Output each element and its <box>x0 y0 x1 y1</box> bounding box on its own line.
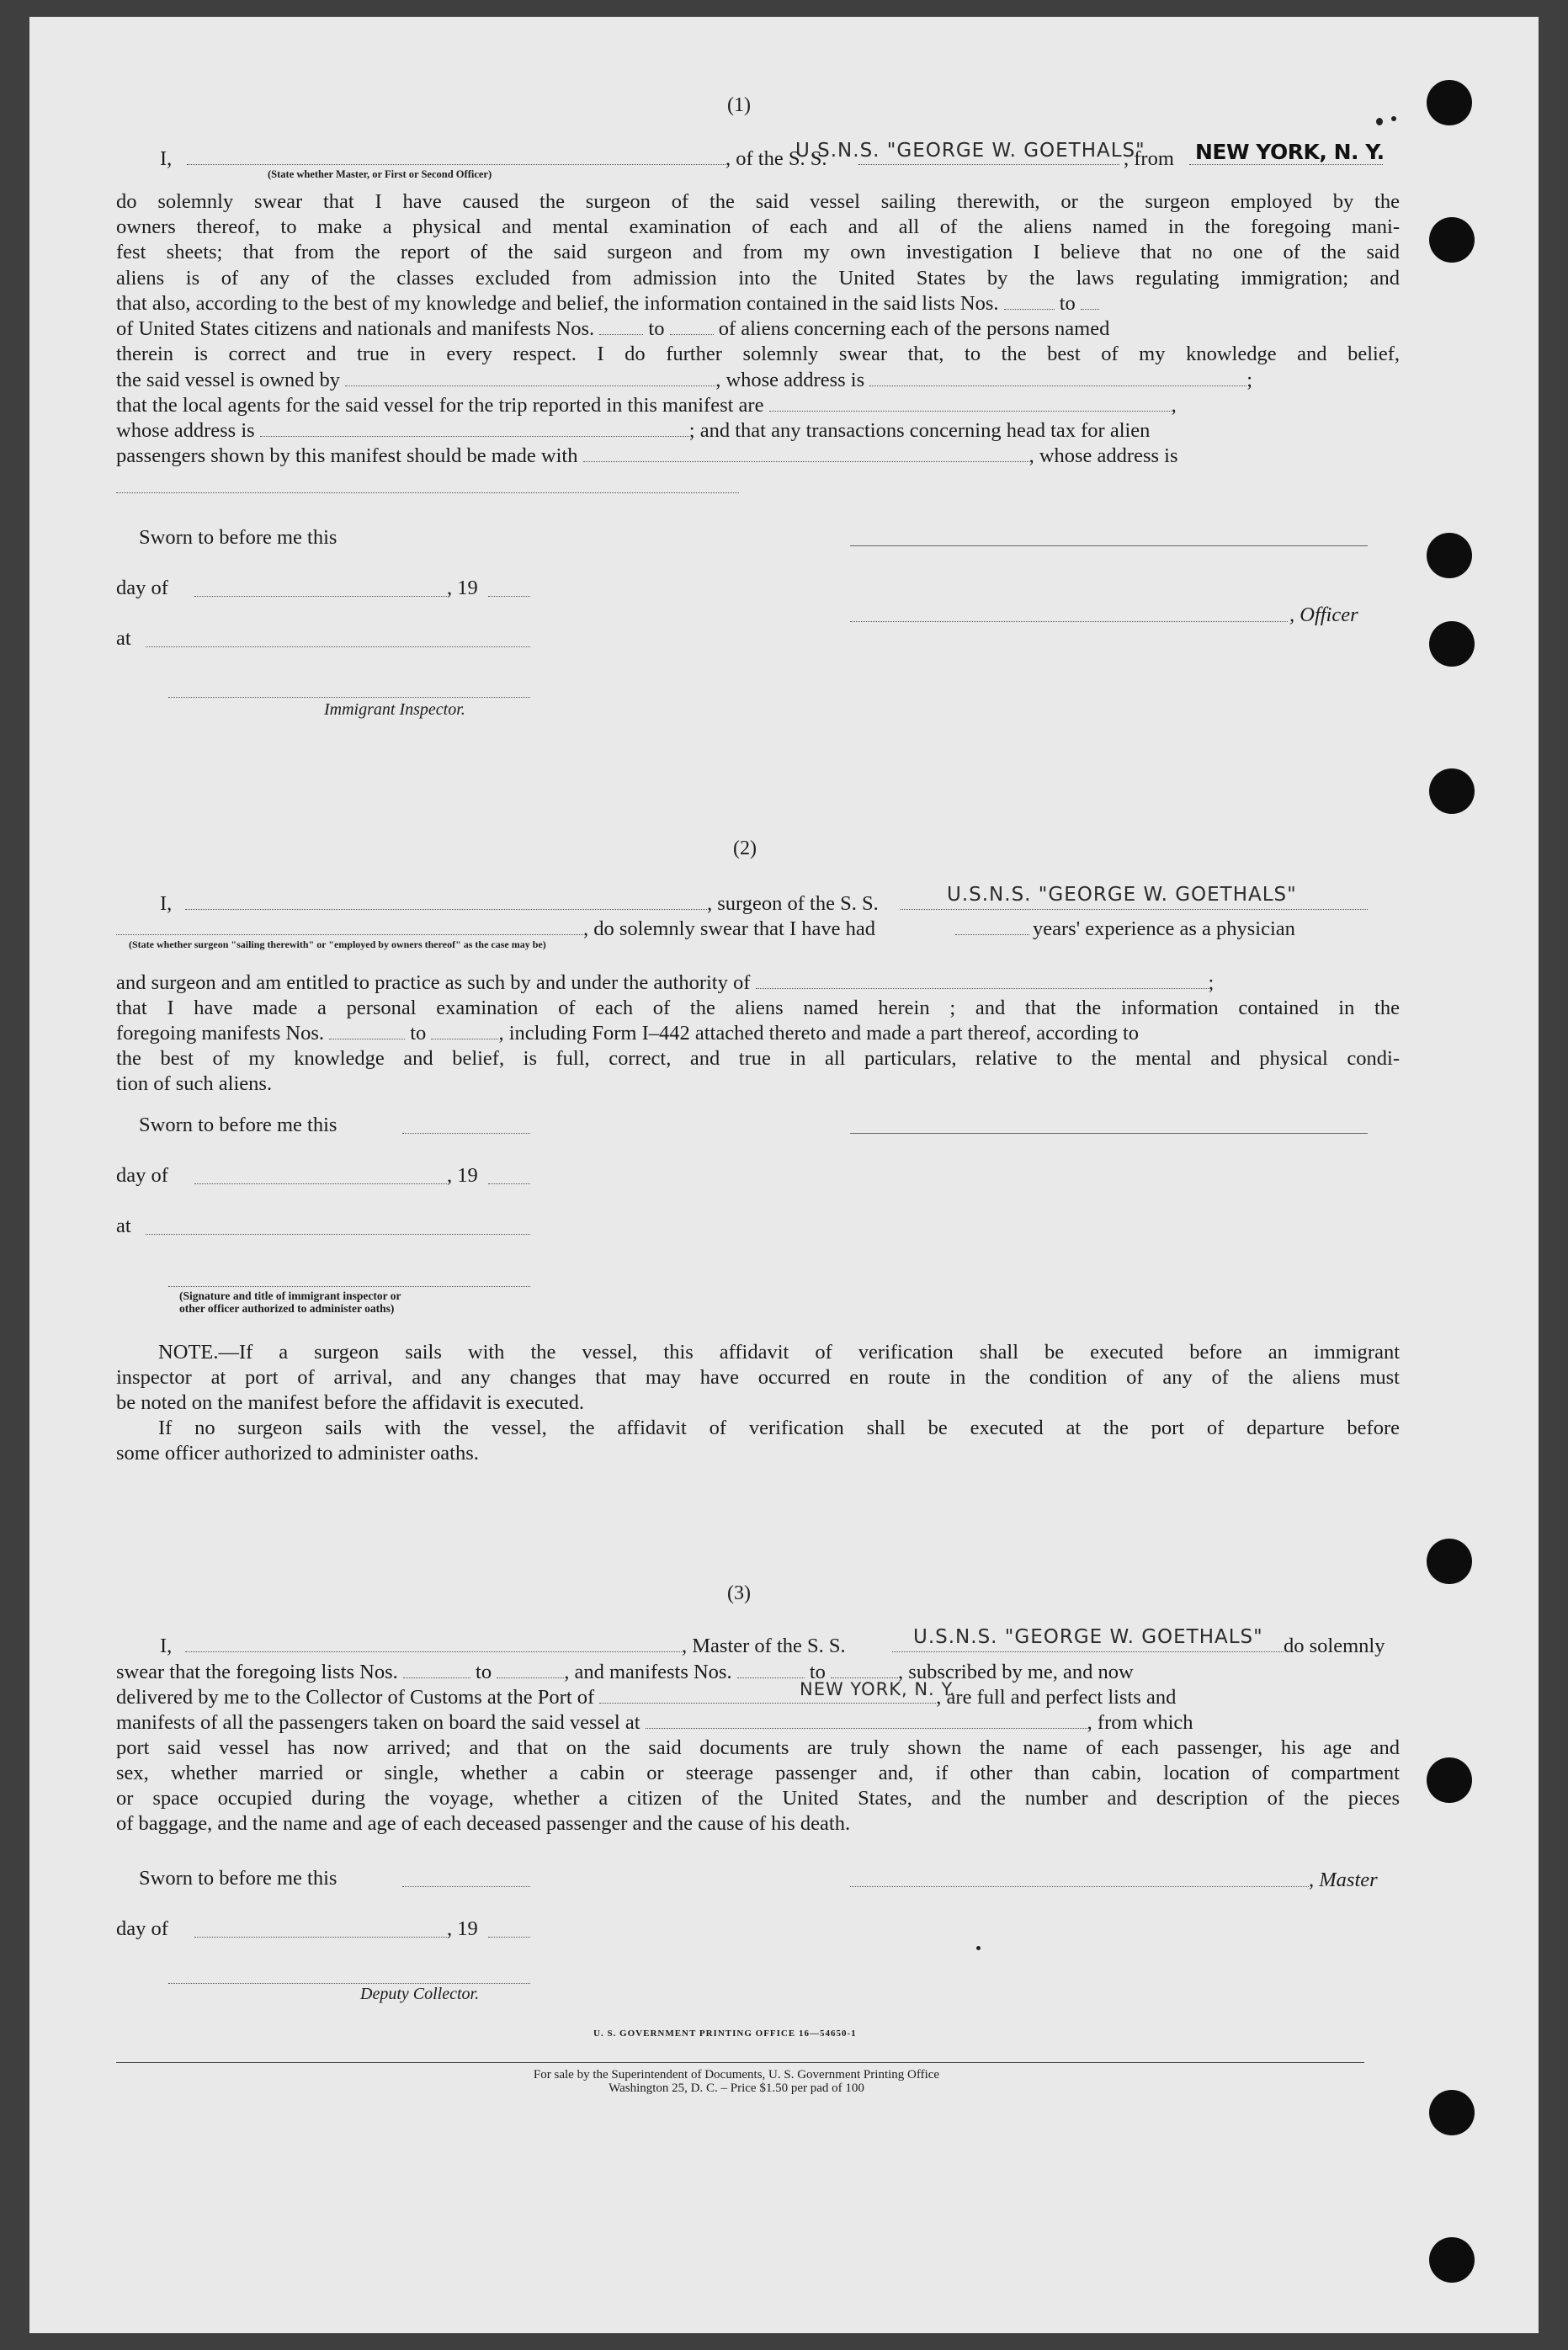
binder-hole <box>1427 80 1472 125</box>
s1-lists-to: to <box>1059 292 1076 315</box>
s3-lists-to-blank[interactable] <box>497 1662 564 1678</box>
s2-authority-text: and surgeon and am entitled to practice as such by and under the authority of <box>116 971 751 994</box>
s3-day-of-label: day of <box>116 1917 168 1940</box>
s1-inspector-label: Immigrant Inspector. <box>324 700 465 719</box>
s2-body-line: that I have made a personal examination of each of the aliens named herein ; and that the information contained in the <box>116 997 1400 1019</box>
s1-owner-address-blank[interactable] <box>869 370 1246 386</box>
s1-day-blank[interactable] <box>194 596 447 597</box>
s1-agents-address-text: whose address is <box>116 419 255 442</box>
s1-head-tax-text: ; and that any transactions concerning head tax for alien <box>688 419 1151 442</box>
s1-manifests-to: to <box>648 317 665 340</box>
s2-body-line: the best of my knowledge and belief, is full, correct, and true in all particulars, relative to the mental and physical condi- <box>116 1047 1400 1070</box>
s2-day-of-label: day of <box>116 1164 168 1187</box>
s3-manifests-text: , and manifests Nos. <box>564 1661 732 1683</box>
section-3-number: (3) <box>727 1582 751 1604</box>
s3-lists-to: to <box>476 1661 492 1683</box>
s1-transactions-blank[interactable] <box>583 446 1029 462</box>
s2-physician-label: years' experience as a physician <box>1033 917 1295 940</box>
s3-boarded-blank[interactable] <box>646 1713 1087 1729</box>
s1-signature-line[interactable] <box>850 545 1368 546</box>
s2-manifests-to: to <box>410 1022 427 1045</box>
s2-at-label: at <box>116 1215 131 1237</box>
s3-collector-label: Deputy Collector. <box>360 1985 480 2003</box>
binder-hole <box>1427 1539 1472 1584</box>
s1-body-line: aliens is of any of the classes excluded from admission into the United States by the laws regulating immigration; and <box>116 267 1400 290</box>
binder-hole <box>1429 621 1475 667</box>
s2-sworn-blank[interactable] <box>402 1133 530 1134</box>
s1-agents-address-line <box>116 418 1400 444</box>
s1-lists-to-blank[interactable] <box>1081 294 1099 310</box>
s3-lists-from-blank[interactable] <box>403 1662 470 1678</box>
binder-hole <box>1427 533 1472 578</box>
s2-authority-blank[interactable] <box>756 973 1209 989</box>
s1-owner-text: the said vessel is owned by <box>116 369 341 391</box>
sale-notice-line-2: Washington 25, D. C. – Price $1.50 per pad of 100 <box>609 2082 864 2095</box>
s3-full-text: , are full and perfect lists and <box>936 1686 1177 1709</box>
s3-manifests-from-blank[interactable] <box>737 1662 805 1678</box>
s1-at-blank[interactable] <box>146 646 530 647</box>
s2-years-blank[interactable] <box>955 934 1029 935</box>
s3-year-blank[interactable] <box>488 1937 530 1938</box>
s2-at-blank[interactable] <box>146 1234 530 1235</box>
sale-notice-line-1: For sale by the Superintendent of Documents, U. S. Government Printing Office <box>533 2068 940 2082</box>
binder-hole <box>1429 2090 1475 2135</box>
s2-sworn-label: Sworn to before me this <box>139 1114 338 1136</box>
s3-collector-signature-blank[interactable] <box>168 1983 530 1984</box>
s1-agents-text: that the local agents for the said vessel for the trip reported in this manifest are <box>116 394 764 417</box>
s1-lists-from-blank[interactable] <box>1004 294 1055 310</box>
s3-port-line <box>116 1685 1400 1710</box>
s1-body-line: owners thereof, to make a physical and mental examination of each and all of the aliens named in the foregoing mani- <box>116 215 1400 238</box>
s1-lists-line <box>116 291 1400 316</box>
s1-inspector-signature-blank[interactable] <box>168 697 530 698</box>
s3-manifests-to-blank[interactable] <box>831 1662 898 1678</box>
s2-body-line: tion of such aliens. <box>116 1072 273 1095</box>
s1-port-stamp: NEW YORK, N. Y. <box>1195 140 1385 164</box>
s2-note-line: NOTE.—If a surgeon sails with the vessel, this affidavit of verification shall be executed before an immigrant <box>158 1341 1400 1364</box>
s3-solemnly-label: do solemnly <box>1284 1635 1385 1657</box>
s3-subscribed-text: , subscribed by me, and now <box>898 1661 1134 1683</box>
s1-of-label: , of the S. S. <box>726 147 827 170</box>
s1-owner-line <box>116 368 1400 393</box>
s3-i-label: I, <box>160 1635 173 1657</box>
s3-port-stamp: NEW YORK, N. Y. <box>800 1679 956 1699</box>
s1-year-blank[interactable] <box>488 596 530 597</box>
s3-master-sign-label: , Master <box>1309 1869 1378 1891</box>
s2-year-blank[interactable] <box>488 1183 530 1184</box>
s1-transactions-address-text: , whose address is <box>1029 444 1178 467</box>
s1-manifests-to-blank[interactable] <box>670 319 714 335</box>
s3-master-label: , Master of the S. S. <box>682 1635 846 1657</box>
s3-boarded-line <box>116 1710 1400 1736</box>
s1-officer-signature-blank[interactable] <box>850 621 1288 622</box>
s1-manifests-line <box>116 316 1400 342</box>
s1-transactions-line <box>116 444 1400 469</box>
s2-note-line: inspector at port of arrival, and any changes that may have occurred en route in the condition of any of the aliens must <box>116 1366 1400 1389</box>
s2-vessel-stamp: U.S.N.S. "GEORGE W. GOETHALS" <box>947 884 1297 906</box>
binder-hole <box>1429 768 1475 814</box>
s2-inspector-signature-blank[interactable] <box>168 1286 530 1287</box>
s2-i-label: I, <box>160 892 173 915</box>
s2-semicolon: ; <box>1208 971 1215 994</box>
s3-port-text: delivered by me to the Collector of Customs at the Port of <box>116 1686 595 1709</box>
bleed-through-mark <box>198 94 209 115</box>
s3-lists-line <box>116 1660 1400 1685</box>
s1-sworn-label: Sworn to before me this <box>139 526 338 549</box>
s3-body-line: or space occupied during the voyage, whether a citizen of the United States, and the number and description of the pieces <box>116 1787 1400 1810</box>
s3-lists-text: swear that the foregoing lists Nos. <box>116 1661 398 1683</box>
s1-owner-address-text: , whose address is <box>715 369 865 391</box>
s2-manifests-from-blank[interactable] <box>329 1023 405 1039</box>
s2-day-blank[interactable] <box>194 1183 447 1184</box>
section-2-number: (2) <box>733 837 757 859</box>
s3-body-line: sex, whether married or single, whether a cabin or steerage passenger and, if other than cabin, location of compartment <box>116 1762 1400 1784</box>
s1-agents-line <box>116 393 1400 418</box>
s1-transactions-text: passengers shown by this manifest should be made with <box>116 444 578 467</box>
s1-semicolon: ; <box>1246 369 1253 391</box>
ink-speck <box>1376 118 1383 125</box>
s1-manifests-text: of United States citizens and nationals and manifests Nos. <box>116 317 595 340</box>
s2-form-text: , including Form I–442 attached thereto and made a part thereof, according to <box>498 1022 1140 1045</box>
s3-body-line: of baggage, and the name and age of each deceased passenger and the cause of his death. <box>116 1812 851 1835</box>
s2-manifests-to-blank[interactable] <box>431 1023 498 1039</box>
s1-vessel-stamp: U.S.N.S. "GEORGE W. GOETHALS" <box>795 140 1145 162</box>
s3-sworn-label: Sworn to before me this <box>139 1867 338 1890</box>
s1-body-line: therein is correct and true in every respect. I do further solemnly swear that, to the best of my knowledge and belief, <box>116 343 1400 365</box>
s1-from-label: , from <box>1124 147 1174 170</box>
s2-experience-label: , do solemnly swear that I have had <box>583 917 875 940</box>
s2-signature-line[interactable] <box>850 1133 1368 1134</box>
s3-master-name-blank[interactable] <box>185 1651 682 1652</box>
s1-i-label: I, <box>160 147 173 170</box>
s3-from-which-text: , from which <box>1087 1711 1193 1734</box>
footer-rule <box>116 2062 1364 2063</box>
s3-vessel-blank[interactable] <box>892 1651 1284 1652</box>
ink-speck <box>976 1946 981 1950</box>
s1-day-of-label: day of <box>116 577 168 599</box>
s1-transactions-address-blank[interactable] <box>116 492 739 493</box>
s1-agents-blank[interactable] <box>769 396 1172 412</box>
s1-aliens-text: of aliens concerning each of the persons named <box>718 317 1110 340</box>
s2-authority-line <box>116 970 1400 996</box>
s1-owner-blank[interactable] <box>345 370 715 386</box>
s1-manifests-from-blank[interactable] <box>599 319 643 335</box>
s1-body-line: fest sheets; that from the report of the said surgeon and from my own investigation I believe that no one of the said <box>116 241 1400 263</box>
s2-vessel-blank[interactable] <box>901 909 1368 910</box>
binder-hole <box>1429 2237 1475 2283</box>
binder-hole <box>1429 217 1475 263</box>
s1-port-blank[interactable] <box>1189 164 1383 165</box>
s1-officer-name-blank[interactable] <box>187 164 726 165</box>
s2-no-surgeon-line: If no surgeon sails with the vessel, the affidavit of verification shall be executed at the port of departure before <box>158 1417 1400 1439</box>
s2-signature-note-1: (Signature and title of immigrant inspector or <box>179 1289 401 1302</box>
s3-master-signature-blank[interactable] <box>850 1886 1309 1887</box>
s1-at-label: at <box>116 627 131 650</box>
s3-day-blank[interactable] <box>194 1937 447 1938</box>
s1-lists-text: that also, according to the best of my knowledge and belief, the information contained in the said lists Nos. <box>116 292 999 315</box>
s2-surgeon-label: , surgeon of the S. S. <box>707 892 879 915</box>
s2-manifests-text: foregoing manifests Nos. <box>116 1022 324 1045</box>
s2-no-surgeon-line: some officer authorized to administer oaths. <box>116 1442 479 1465</box>
manifest-verification-page <box>29 17 1539 2333</box>
s2-note-line: be noted on the manifest before the affidavit is executed. <box>116 1391 585 1414</box>
s2-surgeon-name-blank[interactable] <box>185 909 707 910</box>
printing-office-imprint: U. S. GOVERNMENT PRINTING OFFICE 16—54650-1 <box>593 2028 857 2039</box>
s1-vessel-blank[interactable] <box>858 164 1119 165</box>
ink-speck <box>1391 116 1396 121</box>
s2-manifests-line <box>116 1021 1400 1046</box>
section-1-number: (1) <box>727 94 751 116</box>
s3-vessel-stamp: U.S.N.S. "GEORGE W. GOETHALS" <box>913 1626 1263 1648</box>
binder-hole <box>1427 1757 1472 1803</box>
s3-body-line: port said vessel has now arrived; and that on the said documents are truly shown the name of each passenger, his age and <box>116 1736 1400 1759</box>
s1-year-label: , 19 <box>447 577 478 599</box>
s2-year-label: , 19 <box>447 1164 478 1187</box>
s2-surgeon-type-blank[interactable] <box>116 934 583 935</box>
s1-agents-address-blank[interactable] <box>260 421 689 437</box>
s3-manifests-to: to <box>809 1661 826 1683</box>
s2-signature-note-2: other officer authorized to administer oaths) <box>179 1302 395 1315</box>
s3-boarded-text: manifests of all the passengers taken on board the said vessel at <box>116 1711 640 1734</box>
s1-officer-note: (State whether Master, or First or Second Officer) <box>268 168 492 180</box>
s1-body-line: do solemnly swear that I have caused the surgeon of the said vessel sailing therewith, or the surgeon employed by the <box>116 190 1400 213</box>
s1-officer-label: , Officer <box>1289 603 1358 626</box>
s3-year-label: , 19 <box>447 1917 478 1940</box>
s3-sworn-blank[interactable] <box>402 1886 530 1887</box>
s1-comma: , <box>1171 394 1177 417</box>
s2-surgeon-note: (State whether surgeon "sailing therewith" or "employed by owners thereof" as the case may be) <box>129 938 546 950</box>
